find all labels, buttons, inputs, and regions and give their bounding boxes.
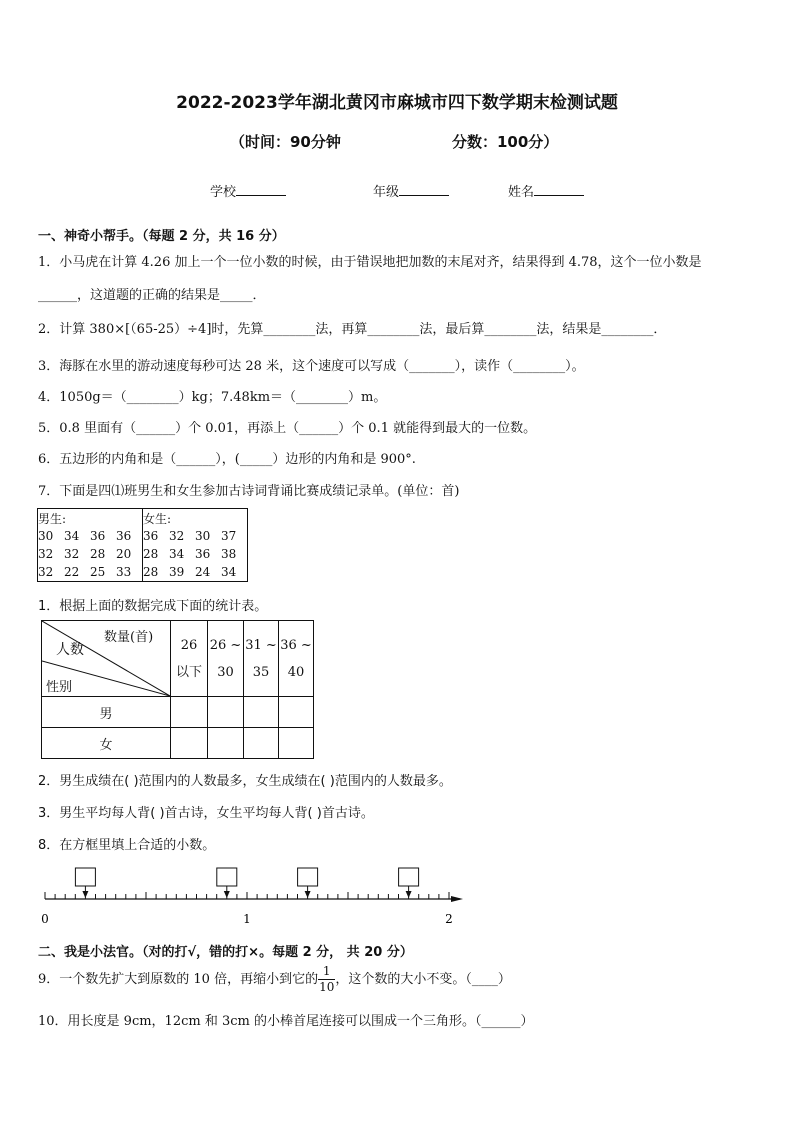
statistics-table	[41, 620, 314, 759]
range-header	[279, 621, 314, 697]
score-cell: 28	[90, 547, 106, 561]
score-cell: 36	[143, 529, 159, 543]
score-cell: 30	[195, 529, 211, 543]
question-4: 4．1050g＝（________）kg；7.48km＝（________）m。	[38, 390, 387, 405]
score-cell: 32	[64, 547, 80, 561]
score-cell: 39	[169, 565, 185, 579]
score-cell: 25	[90, 565, 106, 579]
score-cell: 34	[221, 565, 237, 579]
score-cell: 34	[64, 529, 80, 543]
score-cell: 36	[195, 547, 211, 561]
grade-field	[373, 181, 449, 200]
score-cell: 34	[169, 547, 185, 561]
exam-score: 分数：100分）	[452, 133, 559, 151]
range-top: 31 ~	[245, 637, 277, 653]
range-header	[208, 621, 244, 697]
score-cell: 32	[169, 529, 185, 543]
blank-cell[interactable]	[171, 697, 208, 728]
header-gender: 性别	[46, 680, 73, 695]
answer-box[interactable]	[217, 868, 237, 886]
question-5: 5．0.8 里面有（______）个 0.01，再添上（______）个 0.1 就能得到最大的一位数。	[38, 421, 537, 436]
score-cell: 37	[221, 529, 237, 543]
girls-scores	[143, 508, 248, 582]
score-cell: 36	[116, 529, 132, 543]
question-7: 7．下面是四⑴班男生和女生参加古诗词背诵比赛成绩记录单。(单位：首)	[38, 484, 460, 499]
score-record-table	[37, 508, 248, 582]
school-field	[210, 181, 286, 200]
section1-title: 一、神奇小帮手。（每题 2 分，共 16 分）	[38, 229, 285, 244]
question-8: 8．在方框里填上合适的小数。	[38, 838, 216, 853]
score-cell: 36	[90, 529, 106, 543]
blank-cell[interactable]	[244, 728, 279, 759]
question-1-line2: ______，这道题的正确的结果是_____．	[38, 288, 266, 303]
subquestion-2: 2．男生成绩在( )范围内的人数最多，女生成绩在( )范围内的人数最多。	[38, 774, 452, 789]
range-bottom: 30	[217, 664, 234, 680]
answer-box[interactable]	[75, 868, 95, 886]
diagonal-header-cell	[42, 621, 171, 697]
range-header	[171, 621, 208, 697]
question-9-end: ，这个数的大小不变。（____）	[335, 972, 511, 987]
score-cell: 32	[38, 547, 54, 561]
blank-cell[interactable]	[208, 728, 244, 759]
axis-label: 1	[243, 912, 251, 926]
blank-cell[interactable]	[279, 728, 314, 759]
score-cell: 32	[38, 565, 54, 579]
school-blank[interactable]	[236, 182, 286, 196]
question-6: 6．五边形的内角和是（______），(_____）边形的内角和是 900°.	[38, 452, 416, 467]
number-line	[0, 862, 794, 932]
row-label-male: 男	[42, 697, 171, 728]
score-cell: 20	[116, 547, 132, 561]
score-cell: 24	[195, 565, 211, 579]
pointer-arrow	[406, 891, 412, 898]
boys-scores	[37, 508, 143, 582]
section2-title: 二、我是小法官。（对的打√，错的打×。每题 2 分， 共 20 分）	[38, 945, 413, 960]
question-10: 10．用长度是 9cm，12cm 和 3cm 的小棒首尾连接可以围成一个三角形。（______）	[38, 1014, 534, 1029]
fraction-denominator: 10	[319, 980, 335, 994]
question-9-text: 9．一个数先扩大到原数的 10 倍，再缩小到它的	[38, 972, 319, 987]
answer-box[interactable]	[399, 868, 419, 886]
range-header	[244, 621, 279, 697]
name-label: 姓名	[508, 185, 535, 200]
blank-cell[interactable]	[279, 697, 314, 728]
range-bottom: 40	[287, 664, 305, 680]
range-top: 26	[180, 637, 198, 653]
score-cell: 30	[38, 529, 54, 543]
range-bottom: 35	[252, 664, 270, 680]
blank-cell[interactable]	[208, 697, 244, 728]
score-cell: 38	[221, 547, 237, 561]
pointer-arrow	[82, 891, 88, 898]
score-cell: 28	[143, 565, 159, 579]
question-3: 3．海豚在水里的游动速度每秒可达 28 米，这个速度可以写成（_______），读作（________）。	[38, 359, 585, 374]
grade-blank[interactable]	[399, 182, 449, 196]
score-cell: 33	[116, 565, 132, 579]
subquestion-3: 3．男生平均每人背( )首古诗，女生平均每人背( )首古诗。	[38, 806, 374, 821]
pointer-arrow	[305, 891, 311, 898]
pointer-arrow	[224, 891, 230, 898]
question-2: 2．计算 380×[（65-25）÷4]时，先算________法，再算________法，最后算________法，结果是________．	[38, 322, 667, 337]
fraction-numerator: 1	[318, 964, 335, 980]
axis-label: 2	[445, 912, 453, 926]
question-9	[38, 962, 511, 998]
row-label-female: 女	[42, 728, 171, 759]
score-cell: 28	[143, 547, 159, 561]
page-title: 2022-2023学年湖北黄冈市麻城市四下数学期末检测试题	[176, 93, 618, 113]
range-top: 26 ~	[209, 637, 242, 653]
grade-label: 年级	[373, 185, 400, 200]
question-1-line1: 1．小马虎在计算 4.26 加上一个一位小数的时候，由于错误地把加数的末尾对齐，结果得到 4.78，这个一位小数是	[38, 255, 702, 270]
name-field	[508, 181, 584, 200]
name-blank[interactable]	[534, 182, 584, 196]
subquestion-1: 1．根据上面的数据完成下面的统计表。	[38, 599, 268, 614]
blank-cell[interactable]	[244, 697, 279, 728]
exam-time: （时间：90分钟	[230, 133, 341, 151]
range-top: 36 ~	[280, 637, 312, 653]
header-count: 人数	[56, 642, 84, 658]
boys-label: 男生:	[38, 511, 67, 526]
fraction	[318, 964, 335, 995]
axis-label: 0	[41, 912, 49, 926]
header-quantity: 数量(首)	[104, 630, 154, 645]
girls-label: 女生:	[143, 511, 172, 526]
range-bottom: 以下	[175, 664, 202, 680]
answer-box[interactable]	[298, 868, 318, 886]
blank-cell[interactable]	[171, 728, 208, 759]
axis-arrow	[451, 896, 463, 902]
school-label: 学校	[210, 185, 237, 200]
score-cell: 22	[64, 565, 80, 579]
